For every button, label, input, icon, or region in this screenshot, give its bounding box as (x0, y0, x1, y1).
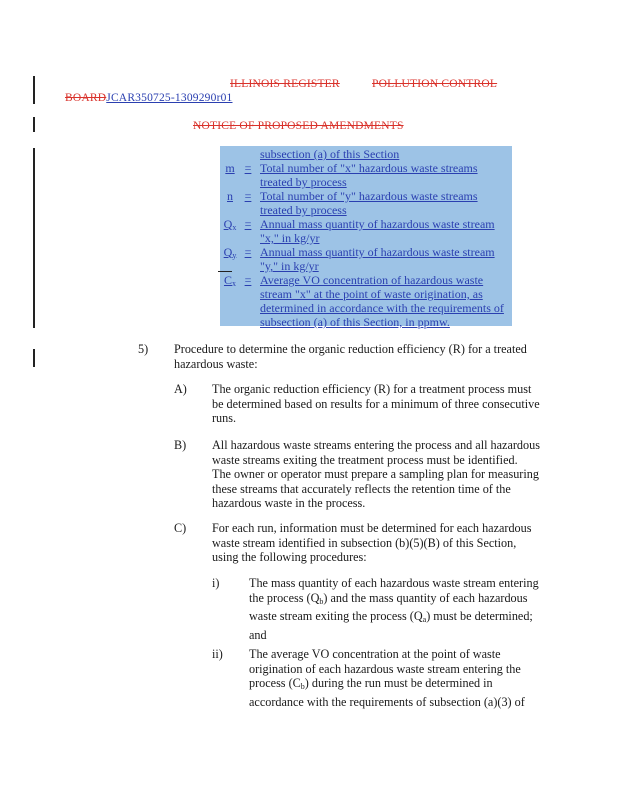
text-line: be determined based on results for a minimum of three consecutive (212, 396, 540, 411)
definition-line: subsection (a) of this Section, in ppmw. (260, 315, 450, 329)
equals-sign: = (244, 273, 252, 287)
item-c-label: C) (174, 521, 187, 535)
board-title-prefix: POLLUTION CONTROL (372, 78, 498, 90)
change-bar (33, 148, 35, 328)
definition-line: Average VO concentration of hazardous waste (260, 273, 484, 287)
equals-sign: = (244, 161, 252, 175)
text-line: hazardous waste in the process. (212, 496, 366, 511)
text-line: process $(C_b)$ during the run must be determined in (249, 676, 493, 692)
item-a-label: A) (174, 382, 187, 396)
board-line (65, 92, 233, 104)
definition-text (260, 273, 510, 329)
definition-text (260, 161, 510, 189)
equals-sign: = (244, 189, 252, 203)
definition-line: Annual mass quantity of hazardous waste stream (260, 245, 495, 259)
text-line: waste streams exiting the treatment process must be identified. (212, 452, 518, 467)
definition-symbol: $C_x$ (223, 273, 236, 288)
text-line: The owner or operator must prepare a sampling plan for measuring (212, 467, 539, 482)
item-b-label: B) (174, 438, 187, 452)
definition-line: treated by process (260, 203, 347, 217)
definition-symbol: n (227, 189, 233, 203)
text-line: these streams that accurately reflects the retention time of the (212, 481, 511, 496)
text-line: Procedure to determine the organic reduction efficiency (R) for a treated (174, 342, 527, 356)
definition-line: Total number of "x" hazardous waste streams (260, 161, 478, 175)
definition-text (260, 189, 510, 217)
definition-symbol: m (225, 161, 235, 175)
text-line: For each run, information must be determined for each hazardous (212, 521, 532, 535)
text-line: runs. (212, 411, 237, 426)
page-header (65, 78, 585, 108)
definition-symbol: $Q_x$ (223, 217, 237, 232)
definition-symbol: $Q_y$ (223, 245, 237, 260)
change-bar (33, 117, 35, 132)
definitions-box: subsection (a) of this Section m = Total number of "x" hazardous waste streams treated by process n = Total number of "y" hazardous waste streams treated by process $Q_x$ = Annual mass quantity of hazardous waste stream "x," in kg/yr $Q_y$ = Annual mass quantity of hazardous waste stream "y," in kg/yr $C_x$ = Average VO concentration of hazardous waste stream "x" at the point of waste origination, as determined in accordance with the requirements of subsection (a) of this Section, in ppmw. (220, 146, 512, 326)
cx-overline (218, 271, 232, 272)
item-c-i-text (249, 576, 579, 642)
text-line: waste stream identified in subsection (b)(5)(B) of this Section, (212, 535, 517, 550)
definition-line: stream "x" at the point of waste origination, as (260, 287, 483, 301)
section-5-text (174, 342, 574, 371)
text-line: the process $(Q_b)$ and the mass quantity of each hazardous (249, 590, 528, 606)
equals-sign: = (244, 245, 252, 259)
equals-sign: = (244, 217, 252, 231)
register-title: ILLINOIS REGISTER (230, 78, 340, 90)
change-bar (33, 349, 35, 367)
text-line: The average VO concentration at the point of waste (249, 647, 501, 661)
item-b-text (212, 438, 572, 511)
definition-line: Total number of "y" hazardous waste streams (260, 189, 478, 203)
item-a-text (212, 382, 572, 426)
notice-title: NOTICE OF PROPOSED AMENDMENTS (193, 120, 404, 132)
text-line: All hazardous waste streams entering the process and all hazardous (212, 438, 540, 452)
text-line: accordance with the requirements of subsection (a)(3) of (249, 694, 525, 709)
definition-line: "x," in kg/yr (260, 231, 320, 245)
text-line: using the following procedures: (212, 550, 367, 565)
definition-line: determined in accordance with the requirements of (260, 301, 504, 315)
definition-line: "y," in kg/yr (260, 259, 319, 273)
board-struck: BOARD (65, 92, 107, 104)
definition-line: Annual mass quantity of hazardous waste stream (260, 217, 495, 231)
definition-line: treated by process (260, 175, 347, 189)
text-line: waste stream exiting the process $(Q_a)$ must be determined; (249, 609, 533, 625)
text-line: and (249, 627, 267, 642)
definition-text (260, 245, 510, 273)
document-id: JCAR350725-1309290r01 (106, 92, 233, 104)
text-line: origination of each hazardous waste stream entering the (249, 661, 521, 676)
item-c-ii-text (249, 647, 579, 709)
item-c-i-label: i) (212, 576, 220, 590)
definition-text (260, 217, 510, 245)
item-c-text (212, 521, 572, 565)
text-line: hazardous waste: (174, 356, 258, 371)
change-bar (33, 76, 35, 104)
section-5-number: 5) (138, 342, 149, 356)
text-line: The organic reduction efficiency (R) for a treatment process must (212, 382, 532, 396)
item-c-ii-label: ii) (212, 647, 223, 661)
text-line: The mass quantity of each hazardous waste stream entering (249, 576, 539, 590)
